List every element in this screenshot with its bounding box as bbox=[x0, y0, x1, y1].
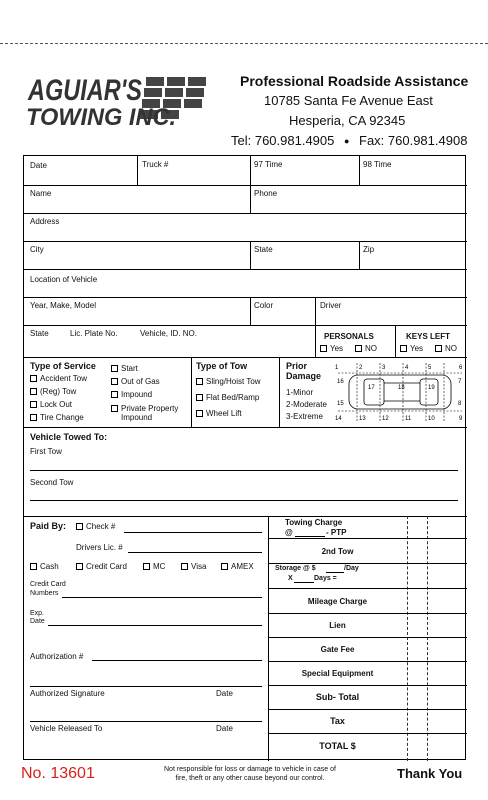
name-label: Name bbox=[30, 189, 52, 198]
checkbox[interactable] bbox=[143, 563, 150, 570]
ymm-label: Year, Make, Model bbox=[30, 301, 96, 310]
option-text: Sling/Hoist Tow bbox=[206, 377, 261, 386]
option-text: Visa bbox=[191, 562, 207, 571]
exp-line[interactable] bbox=[48, 625, 262, 626]
special-equipment: Special Equipment bbox=[301, 669, 374, 678]
option-text: Wheel Lift bbox=[206, 409, 242, 418]
option-text: Accident Tow bbox=[40, 374, 87, 383]
vrule bbox=[250, 156, 251, 213]
checkbox[interactable] bbox=[181, 563, 188, 570]
company-address2: Hesperia, CA 92345 bbox=[289, 113, 406, 128]
tow-wheellift[interactable] bbox=[196, 409, 242, 418]
storage-days-line[interactable] bbox=[294, 582, 314, 583]
keys-label: KEYS LEFT bbox=[406, 332, 451, 341]
damage-num: 15 bbox=[337, 401, 344, 407]
vrule bbox=[250, 297, 251, 325]
towed-title: Vehicle Towed To: bbox=[30, 432, 108, 442]
damage-num: 19 bbox=[428, 385, 435, 391]
company-address1: 10785 Santa Fe Avenue East bbox=[264, 93, 433, 108]
tow-title: Type of Tow bbox=[196, 361, 248, 371]
rule-row2 bbox=[24, 213, 467, 214]
option-text: Start bbox=[121, 364, 138, 373]
logo-text-towing: TOWING INC. bbox=[26, 104, 176, 130]
rule-charge bbox=[268, 563, 467, 564]
total: TOTAL $ bbox=[319, 741, 356, 751]
pay-visa[interactable] bbox=[181, 562, 206, 571]
released-line[interactable] bbox=[30, 721, 262, 722]
yes-text: Yes bbox=[410, 344, 424, 353]
rule-row5 bbox=[24, 297, 467, 298]
exp-label1: Exp. bbox=[30, 610, 45, 617]
time98-label: 98 Time bbox=[363, 160, 392, 169]
color-label: Color bbox=[254, 301, 274, 310]
drivers-lic-line[interactable] bbox=[128, 552, 262, 553]
tax: Tax bbox=[330, 716, 345, 726]
checkbox[interactable] bbox=[320, 345, 327, 352]
option-text: (Reg) Tow bbox=[40, 387, 77, 396]
checkbox[interactable] bbox=[111, 405, 118, 412]
cents-divider bbox=[427, 516, 428, 761]
damage-title1: Prior bbox=[286, 361, 308, 371]
first-tow-line[interactable] bbox=[30, 470, 458, 471]
keys-yes[interactable] bbox=[400, 344, 423, 353]
checkbox[interactable] bbox=[355, 345, 362, 352]
disclaimer-line2: fire, theft or any other cause beyond our control. bbox=[175, 775, 325, 782]
company-service: Professional Roadside Assistance bbox=[240, 73, 469, 89]
exp-label2: Date bbox=[30, 618, 45, 625]
rule-charge bbox=[268, 613, 467, 614]
phone-label: Phone bbox=[254, 189, 278, 198]
logo-text-name: AGUIAR'S bbox=[27, 74, 142, 107]
auth-label: Authorization # bbox=[30, 652, 84, 661]
vrule bbox=[279, 357, 280, 427]
rule-charge bbox=[268, 538, 467, 539]
tow-sling[interactable] bbox=[196, 377, 261, 386]
checkbox[interactable] bbox=[196, 378, 203, 385]
tear-line bbox=[0, 43, 488, 44]
damage-num: 17 bbox=[368, 385, 375, 391]
checkbox[interactable] bbox=[30, 414, 37, 421]
second-tow-label: Second Tow bbox=[30, 478, 74, 487]
rule-row4 bbox=[24, 269, 467, 270]
damage-num: 13 bbox=[359, 416, 366, 422]
released-label: Vehicle Released To bbox=[30, 724, 103, 733]
option-text: Cash bbox=[40, 562, 59, 571]
state-label: State bbox=[254, 245, 273, 254]
signature-line[interactable] bbox=[30, 686, 262, 687]
rule-charge bbox=[268, 709, 467, 710]
rule-row3 bbox=[24, 241, 467, 242]
company-phone: Tel: 760.981.4905 bbox=[231, 133, 335, 148]
checkbox[interactable] bbox=[76, 523, 83, 530]
check-line[interactable] bbox=[124, 532, 262, 533]
vrule bbox=[250, 241, 251, 269]
storage-rate-line[interactable] bbox=[326, 572, 344, 573]
dollar-divider bbox=[407, 516, 408, 761]
storage-days: Days = bbox=[314, 575, 337, 582]
service-start[interactable] bbox=[111, 364, 138, 373]
pay-mc[interactable] bbox=[143, 562, 165, 571]
towing-ptp: - PTP bbox=[326, 528, 347, 537]
service-impound[interactable] bbox=[111, 390, 152, 399]
towing-rate-line[interactable] bbox=[295, 536, 325, 537]
checkbox[interactable] bbox=[196, 394, 203, 401]
company-fax: Fax: 760.981.4908 bbox=[359, 133, 468, 148]
vrule bbox=[359, 241, 360, 269]
option-text: MC bbox=[153, 562, 166, 571]
address-label: Address bbox=[30, 217, 60, 226]
cc-label2: Numbers bbox=[30, 590, 59, 597]
rule-service bbox=[24, 427, 467, 428]
personals-yes[interactable] bbox=[320, 344, 343, 353]
pay-credit[interactable] bbox=[76, 562, 127, 571]
truck-label: Truck # bbox=[142, 160, 169, 169]
vrule bbox=[137, 156, 138, 185]
service-lockout[interactable] bbox=[30, 400, 72, 409]
auth-line[interactable] bbox=[92, 660, 262, 661]
cc-line[interactable] bbox=[62, 597, 262, 598]
storage-x: X bbox=[288, 575, 293, 582]
keys-no[interactable] bbox=[435, 344, 457, 353]
bullet-separator: ● bbox=[344, 136, 350, 146]
checkbox[interactable] bbox=[111, 378, 118, 385]
checkbox[interactable] bbox=[111, 365, 118, 372]
damage-num: 5 bbox=[428, 365, 432, 371]
released-date-label: Date bbox=[216, 724, 233, 733]
damage-num: 4 bbox=[405, 365, 409, 371]
rule-row7 bbox=[24, 357, 467, 358]
option-text: AMEX bbox=[231, 562, 254, 571]
rule-charge bbox=[268, 685, 467, 686]
tow-flatbed[interactable] bbox=[196, 393, 259, 402]
damage-num: 11 bbox=[405, 416, 412, 422]
checkbox[interactable] bbox=[196, 410, 203, 417]
location-label: Location of Vehicle bbox=[30, 275, 98, 284]
damage-minor: 1-Minor bbox=[286, 388, 314, 397]
option-text: Flat Bed/Ramp bbox=[206, 393, 260, 402]
damage-num: 12 bbox=[382, 416, 389, 422]
storage-day: /Day bbox=[344, 565, 359, 572]
checkbox[interactable] bbox=[221, 563, 228, 570]
damage-num: 10 bbox=[428, 416, 435, 422]
gate-fee: Gate Fee bbox=[320, 645, 355, 654]
checkbox[interactable] bbox=[30, 563, 37, 570]
checkbox[interactable] bbox=[30, 375, 37, 382]
damage-num: 9 bbox=[459, 416, 463, 422]
checkbox[interactable] bbox=[30, 401, 37, 408]
service-accident[interactable] bbox=[30, 374, 87, 383]
damage-num: 14 bbox=[335, 416, 342, 422]
zip-label: Zip bbox=[363, 245, 375, 254]
work-order-form bbox=[23, 155, 466, 760]
damage-extreme: 3-Extreme bbox=[286, 412, 323, 421]
lien-charge: Lien bbox=[329, 621, 346, 630]
date-label: Date bbox=[30, 161, 47, 170]
rule-towed bbox=[24, 516, 467, 517]
yes-text: Yes bbox=[330, 344, 344, 353]
rule-row1 bbox=[24, 185, 467, 186]
drivers-lic-label: Drivers Lic. # bbox=[76, 543, 123, 552]
pay-amex[interactable] bbox=[221, 562, 254, 571]
no-text: NO bbox=[365, 344, 377, 353]
city-label: City bbox=[30, 245, 44, 254]
mileage-charge: Mileage Charge bbox=[307, 597, 368, 606]
disclaimer-line1: Not responsible for loss or damage to vehicle in case of bbox=[164, 766, 336, 773]
option-text: Lock Out bbox=[40, 400, 73, 409]
vrule bbox=[315, 297, 316, 325]
service-tire[interactable] bbox=[30, 413, 84, 422]
damage-num: 3 bbox=[382, 365, 386, 371]
towing-charge-label: Towing Charge bbox=[285, 518, 343, 527]
vrule bbox=[315, 325, 316, 357]
no-text: NO bbox=[445, 344, 457, 353]
time97-label: 97 Time bbox=[254, 160, 283, 169]
check-option[interactable] bbox=[76, 522, 115, 531]
checkbox[interactable] bbox=[435, 345, 442, 352]
cc-label1: Credit Card bbox=[30, 581, 66, 588]
paid-by-label: Paid By: bbox=[30, 521, 67, 531]
rule-charge bbox=[268, 661, 467, 662]
receipt-number: No. 13601 bbox=[21, 765, 95, 782]
vrule bbox=[191, 357, 192, 427]
personals-label: PERSONALS bbox=[324, 332, 374, 341]
second-tow-line[interactable] bbox=[30, 500, 458, 501]
damage-num: 8 bbox=[458, 401, 462, 407]
company-logo bbox=[24, 72, 220, 130]
rule-row6 bbox=[24, 325, 467, 326]
damage-num: 18 bbox=[398, 385, 405, 391]
signature-label: Authorized Signature bbox=[30, 689, 105, 698]
service-title: Type of Service bbox=[30, 361, 96, 371]
service-gas[interactable] bbox=[111, 377, 160, 386]
car-damage-diagram[interactable] bbox=[334, 359, 465, 425]
driver-label: Driver bbox=[320, 301, 342, 310]
checkbox[interactable] bbox=[30, 388, 37, 395]
option-text: Out of Gas bbox=[121, 377, 160, 386]
rule-charge bbox=[268, 637, 467, 638]
towing-at: @ bbox=[285, 528, 293, 537]
signature-date-label: Date bbox=[216, 689, 233, 698]
checkbox[interactable] bbox=[76, 563, 83, 570]
storage-rate: Storage @ $ bbox=[275, 565, 316, 572]
checkbox[interactable] bbox=[400, 345, 407, 352]
thank-you: Thank You bbox=[397, 766, 463, 781]
damage-num: 2 bbox=[359, 365, 363, 371]
vrule bbox=[395, 325, 396, 357]
service-private[interactable] bbox=[111, 404, 178, 413]
second-tow-charge: 2nd Tow bbox=[321, 547, 354, 556]
damage-num: 16 bbox=[337, 379, 344, 385]
service-regtow[interactable] bbox=[30, 387, 76, 396]
vin-label: Vehicle, ID. NO. bbox=[140, 329, 197, 338]
damage-title2: Damage bbox=[286, 371, 322, 381]
option-text: Impound bbox=[121, 390, 153, 399]
option-text: Private Property bbox=[121, 404, 179, 413]
rule-charge bbox=[268, 733, 467, 734]
disclaimer bbox=[140, 765, 360, 783]
subtotal: Sub- Total bbox=[315, 692, 360, 702]
checkbox[interactable] bbox=[111, 391, 118, 398]
plate-state-label: State bbox=[30, 329, 49, 338]
rule-charge bbox=[268, 588, 467, 589]
option-text: Credit Card bbox=[86, 562, 127, 571]
damage-num: 6 bbox=[459, 365, 463, 371]
damage-num: 1 bbox=[335, 365, 339, 371]
first-tow-label: First Tow bbox=[30, 447, 62, 456]
damage-moderate: 2-Moderate bbox=[286, 400, 327, 409]
personals-no[interactable] bbox=[355, 344, 377, 353]
option-text: Check # bbox=[86, 522, 116, 531]
pay-cash[interactable] bbox=[30, 562, 59, 571]
damage-num: 7 bbox=[458, 379, 462, 385]
plate-label: Lic. Plate No. bbox=[70, 329, 118, 338]
vrule bbox=[359, 156, 360, 185]
option-text: Tire Change bbox=[40, 413, 84, 422]
service-private-line2: Impound bbox=[121, 413, 153, 422]
